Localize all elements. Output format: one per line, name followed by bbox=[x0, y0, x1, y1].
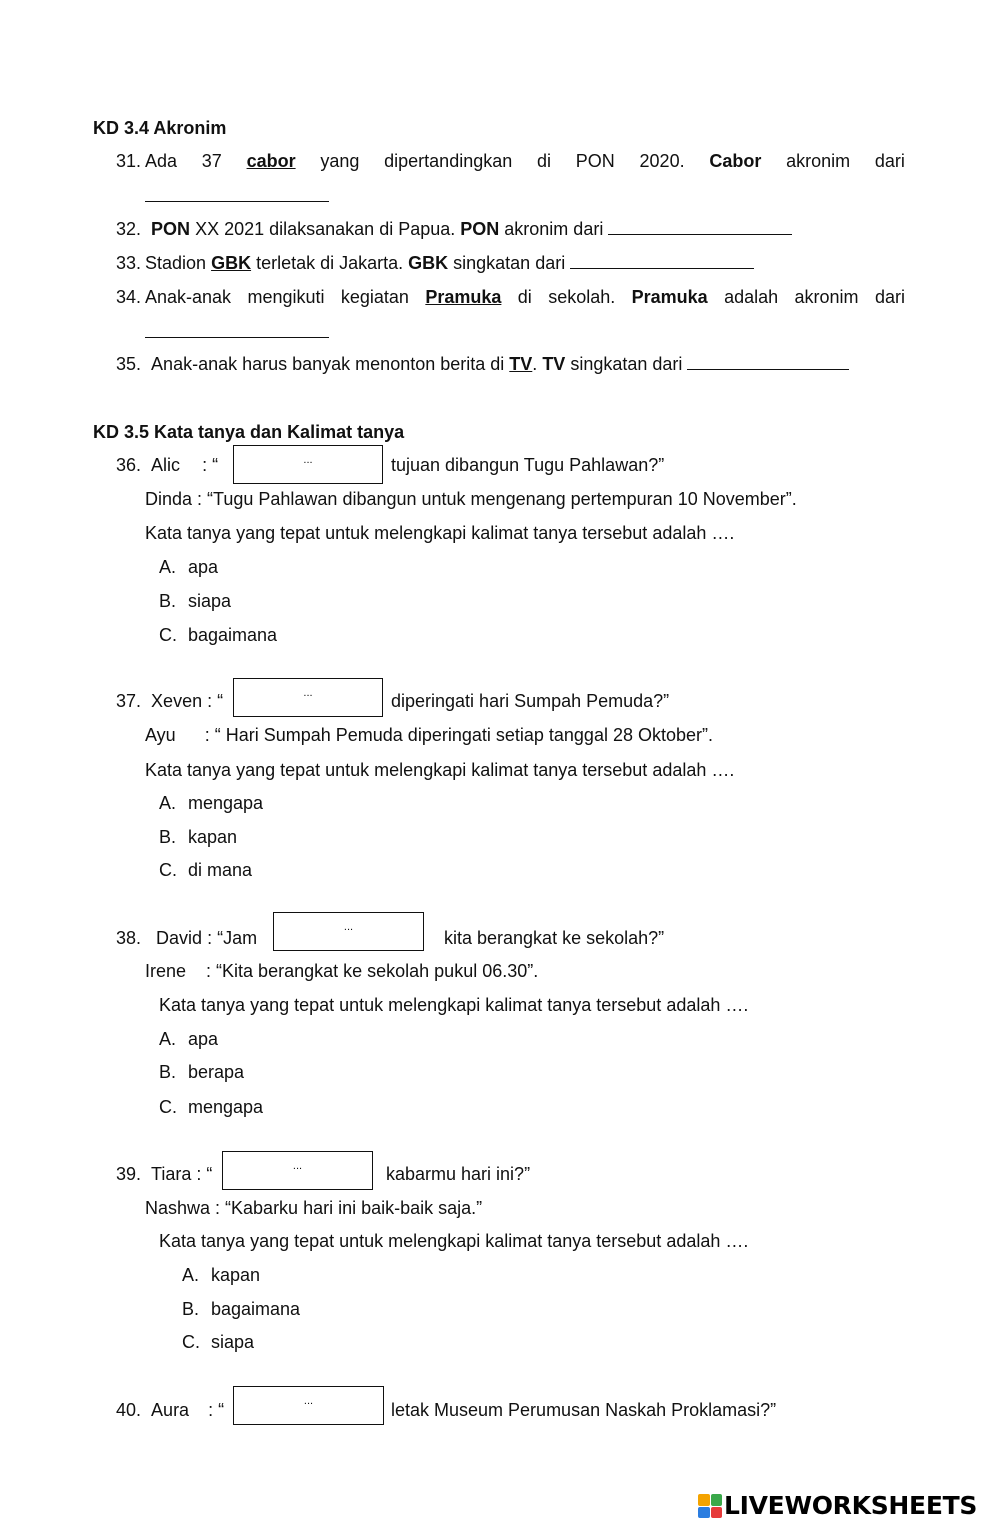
question-36-after: tujuan dibangun Tugu Pahlawan?” bbox=[391, 455, 665, 475]
option-39-a[interactable]: A. kapan bbox=[182, 1265, 261, 1285]
question-40-after: letak Museum Perumusan Naskah Proklamasi?” bbox=[391, 1400, 777, 1420]
option-37-a[interactable]: A. mengapa bbox=[159, 793, 264, 813]
question-38-after: kita berangkat ke sekolah?” bbox=[444, 928, 665, 948]
option-38-c[interactable]: C. mengapa bbox=[159, 1097, 264, 1117]
question-39-prompt: Kata tanya yang tepat untuk melengkapi kalimat tanya tersebut adalah …. bbox=[159, 1231, 749, 1251]
question-37-reply: Ayu : “ Hari Sumpah Pemuda diperingati setiap tanggal 28 Oktober”. bbox=[145, 725, 713, 745]
question-37-line: 37. Xeven : “ bbox=[116, 691, 224, 711]
question-37-prompt: Kata tanya yang tepat untuk melengkapi kalimat tanya tersebut adalah …. bbox=[145, 760, 735, 780]
question-39-reply: Nashwa : “Kabarku hari ini baik-baik saja.” bbox=[145, 1198, 483, 1218]
question-38-reply: Irene : “Kita berangkat ke sekolah pukul 06.30”. bbox=[145, 961, 539, 981]
question-35-text: 35. Anak-anak harus banyak menonton berita di TV. TV singkatan dari bbox=[116, 354, 849, 374]
logo-square-4 bbox=[711, 1507, 723, 1519]
question-36-reply: Dinda : “Tugu Pahlawan dibangun untuk mengenang pertempuran 10 November”. bbox=[145, 489, 797, 509]
question-32-text: 32. PON XX 2021 dilaksanakan di Papua. PON akronim dari bbox=[116, 219, 792, 239]
question-37-after: diperingati hari Sumpah Pemuda?” bbox=[391, 691, 670, 711]
question-33-text: Stadion GBK terletak di Jakarta. GBK singkatan dari bbox=[145, 253, 754, 273]
answer-blank-34[interactable] bbox=[145, 322, 329, 342]
question-number-33: 33. bbox=[116, 253, 142, 273]
option-36-b[interactable]: B. siapa bbox=[159, 591, 232, 611]
term-cabor: cabor bbox=[246, 151, 296, 171]
question-39-after: kabarmu hari ini?” bbox=[386, 1164, 531, 1184]
answer-box-37[interactable]: ... bbox=[233, 678, 383, 717]
question-number-31: 31. bbox=[116, 151, 142, 171]
section-heading-akronim: KD 3.4 Akronim bbox=[93, 118, 227, 138]
logo-square-1 bbox=[698, 1494, 710, 1506]
logo-square-2 bbox=[711, 1494, 723, 1506]
option-36-c[interactable]: C. bagaimana bbox=[159, 625, 278, 645]
term-tv: TV bbox=[509, 354, 533, 374]
liveworksheets-logo bbox=[698, 1490, 977, 1522]
answer-blank-31[interactable] bbox=[145, 186, 329, 206]
question-39-line: 39. Tiara : “ bbox=[116, 1164, 213, 1184]
option-38-a[interactable]: A. apa bbox=[159, 1029, 219, 1049]
question-38-line: 38. David : “Jam bbox=[116, 928, 258, 948]
option-37-c[interactable]: C. di mana bbox=[159, 860, 253, 880]
option-39-c[interactable]: C. siapa bbox=[182, 1332, 255, 1352]
term-gbk: GBK bbox=[211, 253, 252, 273]
question-38-prompt: Kata tanya yang tepat untuk melengkapi kalimat tanya tersebut adalah …. bbox=[159, 995, 749, 1015]
answer-blank-32[interactable] bbox=[608, 220, 792, 235]
option-39-b[interactable]: B. bagaimana bbox=[182, 1299, 301, 1319]
question-36-prompt: Kata tanya yang tepat untuk melengkapi kalimat tanya tersebut adalah …. bbox=[145, 523, 735, 543]
liveworksheets-logo-text: LIVEWORKSHEETS bbox=[724, 1491, 978, 1520]
logo-square-3 bbox=[698, 1507, 710, 1519]
answer-box-38[interactable]: ... bbox=[273, 912, 424, 951]
section-heading-kata-tanya: KD 3.5 Kata tanya dan Kalimat tanya bbox=[93, 422, 405, 442]
question-36-line: 36. Alic : “ bbox=[116, 455, 219, 475]
option-36-a[interactable]: A. apa bbox=[159, 557, 219, 577]
answer-box-40[interactable]: ... bbox=[233, 1386, 384, 1425]
term-pramuka: Pramuka bbox=[425, 287, 502, 307]
liveworksheets-logo-icon bbox=[698, 1494, 722, 1518]
answer-blank-33[interactable] bbox=[570, 254, 754, 269]
option-37-b[interactable]: B. kapan bbox=[159, 827, 238, 847]
question-34-text: Anak-anak mengikuti kegiatan Pramuka di sekolah. Pramuka adalah akronim dari bbox=[145, 287, 905, 307]
answer-blank-35[interactable] bbox=[687, 355, 849, 370]
question-31-text: Ada 37 cabor yang dipertandingkan di PON 2020. Cabor akronim dari bbox=[145, 151, 905, 171]
answer-box-39[interactable]: ... bbox=[222, 1151, 373, 1190]
question-40-line: 40. Aura : “ bbox=[116, 1400, 225, 1420]
answer-box-36[interactable]: ... bbox=[233, 445, 383, 484]
option-38-b[interactable]: B. berapa bbox=[159, 1062, 245, 1082]
question-number-34: 34. bbox=[116, 287, 142, 307]
